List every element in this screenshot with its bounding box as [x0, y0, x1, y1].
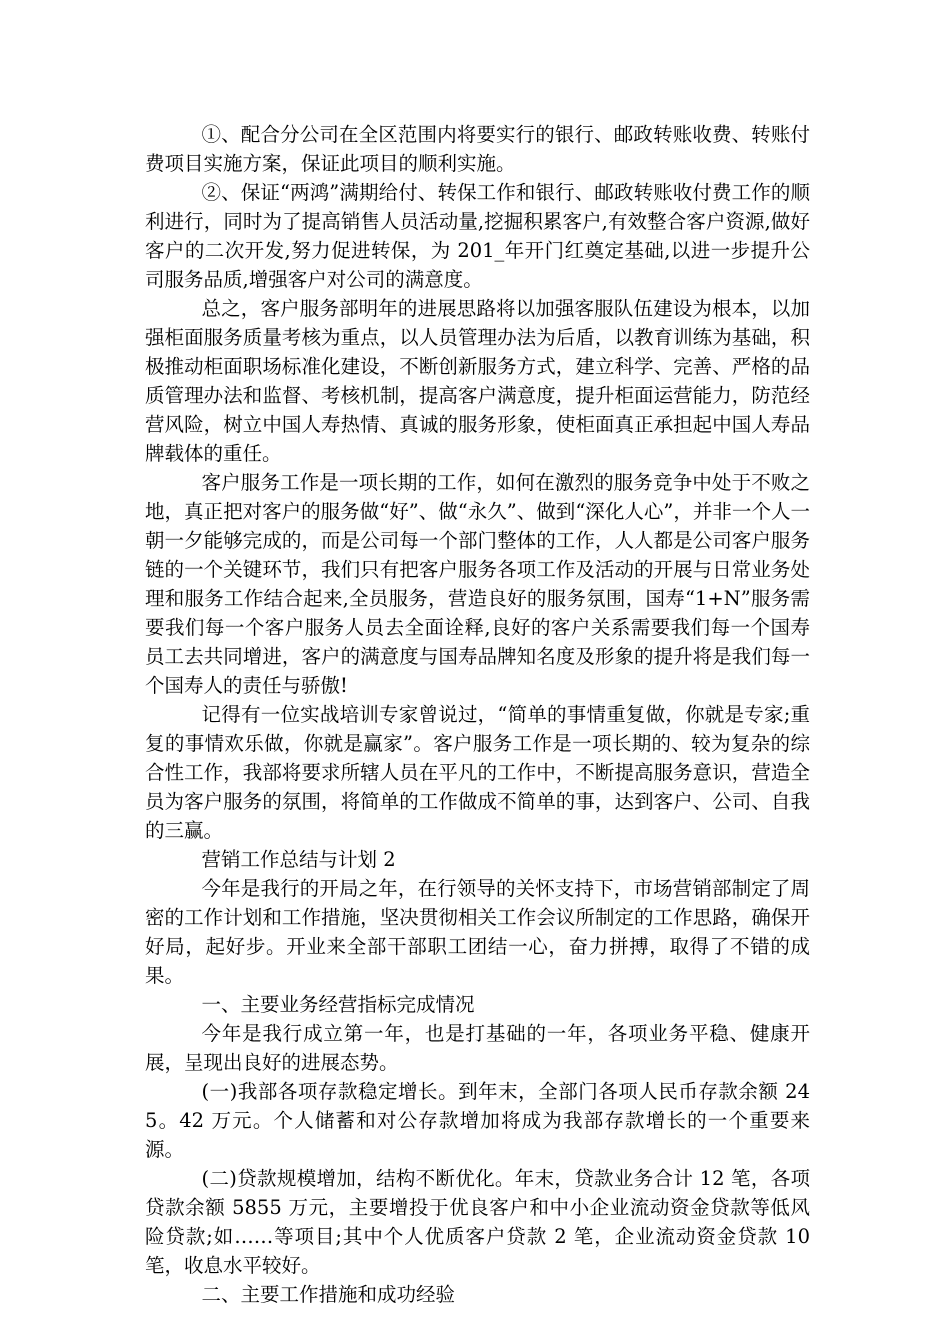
document-page [145, 120, 810, 1309]
paragraph-transfer-plan: ①、配合分公司在全区范围内将要实行的银行、邮政转账收费、转账付费项目实施方案，保证此项目的顺利实施。 [145, 123, 810, 175]
paragraph-customer-service: 客户服务工作是一项长期的工作，如何在激烈的服务竞争中处于不败之地，真正把对客户的服务做“好”、做“永久”、做到“深化人心”，并非一个人一朝一夕能够完成的，而是公司每一个部门整体的工作，人人都是公司客户服务链的一个关键环节，我们只有把客户服务各项工作及活动的开展与日常业务处理和服务工作结合起来,全员服务，营造良好的服务氛围，国寿“1+N”服务需要我们每一个客户服务人员去全面诠释,良好的客户关系需要我们每一个国寿员工去共同增进，客户的满意度与国寿品牌知名度及形象的提升将是我们每一个国寿人的责任与骄傲! [145, 471, 810, 697]
paragraph-expert-quote: 记得有一位实战培训专家曾说过，“简单的事情重复做，你就是专家;重复的事情欢乐做，你就是赢家”。客户服务工作是一项长期的、较为复杂的综合性工作，我部将要求所辖人员在平凡的工作中，不断提高服务意识，营造全员为客户服务的氛围，将简单的工作做成不简单的事，达到客户、公司、自我的三赢。 [145, 703, 810, 842]
paragraph-guarantee-work: ②、保证“两鸿”满期给付、转保工作和银行、邮政转账收付费工作的顺利进行，同时为了提高销售人员活动量,挖掘积累客户,有效整合客户资源,做好客户的二次开发,努力促进转保，为 201_年开门红奠定基础,以进一步提升公司服务品质,增强客户对公司的满意度。 [145, 181, 810, 291]
paragraph-opening-year: 今年是我行的开局之年，在行领导的关怀支持下，市场营销部制定了周密的工作计划和工作措施，坚决贯彻相关工作会议所制定的工作思路，确保开好局，起好步。开业来全部干部职工团结一心，奋力拼搏，取得了不错的成果。 [145, 877, 810, 987]
paragraph-deposits: (一)我部各项存款稳定增长。到年末，全部门各项人民币存款余额 245。42 万元。个人储蓄和对公存款增加将成为我部存款增长的一个重要来源。 [145, 1080, 810, 1161]
paragraph-first-year: 今年是我行成立第一年，也是打基础的一年，各项业务平稳、健康开展，呈现出良好的进展态势。 [145, 1022, 810, 1074]
section-title-marketing-plan: 营销工作总结与计划 2 [201, 848, 396, 871]
section-heading-measures: 二、主要工作措施和成功经验 [201, 1283, 456, 1306]
paragraph-summary: 总之，客户服务部明年的进展思路将以加强客服队伍建设为根本，以加强柜面服务质量考核为重点，以人员管理办法为后盾，以教育训练为基础，积极推动柜面职场标准化建设，不断创新服务方式，建立科学、完善、严格的品质管理办法和监督、考核机制，提高客户满意度，提升柜面运营能力，防范经营风险，树立中国人寿热情、真诚的服务形象，使柜面真正承担起中国人寿品牌载体的重任。 [145, 297, 810, 465]
section-heading-indicators: 一、主要业务经营指标完成情况 [201, 993, 475, 1016]
paragraph-loans: (二)贷款规模增加，结构不断优化。年末，贷款业务合计 12 笔，各项贷款余额 5855 万元，主要增投于优良客户和中小企业流动资金贷款等低风险贷款;如……等项目;其中个人优质客户贷款 2 笔，企业流动资金贷款 10 笔，收息水平较好。 [145, 1167, 810, 1277]
